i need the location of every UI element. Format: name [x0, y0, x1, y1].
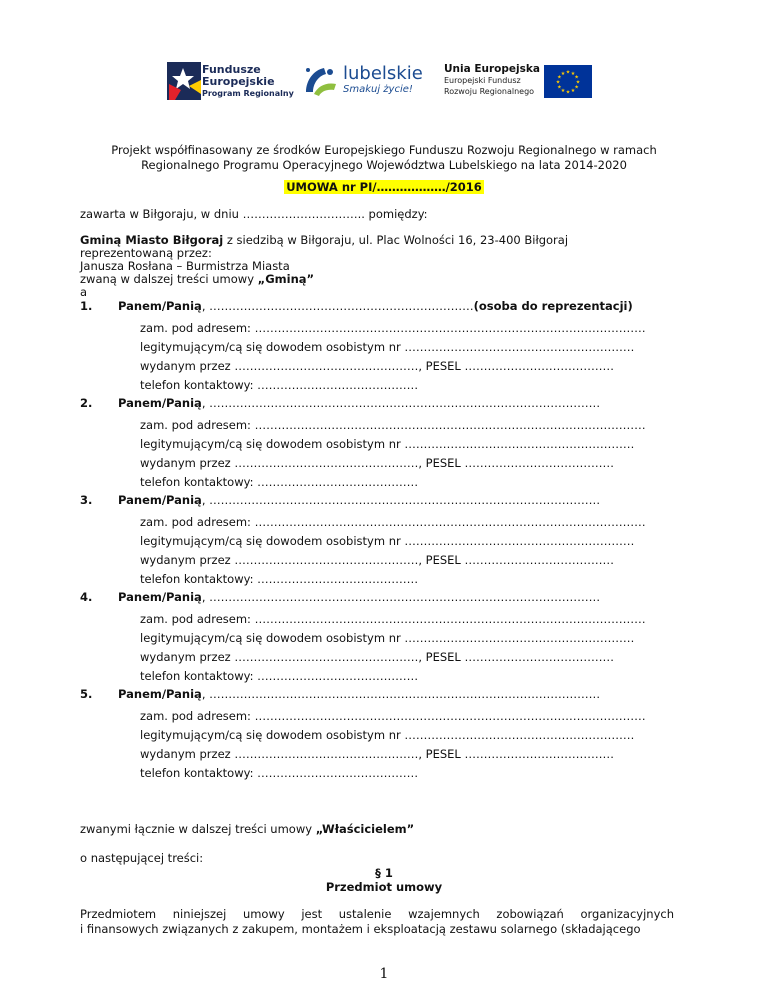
- person-phone-field[interactable]: telefon kontaktowy: ……………………………………: [140, 669, 419, 683]
- cofinancing-line2: Regionalnego Programu Operacyjnego Województwa Lubelskiego na lata 2014-2020: [141, 158, 627, 172]
- person-number: 5.: [80, 687, 93, 701]
- concluded-line: zawarta w Biłgoraju, w dniu ………………………….. pomiędzy:: [80, 207, 428, 221]
- person-heading: [80, 687, 600, 701]
- eu-star-icon: ★: [575, 79, 581, 86]
- body-line2: i finansowych związanych z zakupem, montażem i eksploatacją zestawu solarnego (składającego: [80, 922, 641, 936]
- represented-line: reprezentowaną przez:: [80, 246, 212, 260]
- person-name-field[interactable]: , ……………………………………………………………: [201, 299, 474, 313]
- person-issued-field[interactable]: wydanym przez …………………………………………, PESEL …………………………………: [140, 456, 614, 470]
- person-label: Panem/Panią: [118, 299, 202, 313]
- lubelskie-emblem-icon: [300, 62, 340, 100]
- person-phone-field[interactable]: telefon kontaktowy: ……………………………………: [140, 475, 419, 489]
- content-line: o następującej treści:: [80, 851, 204, 865]
- jointly-prefix: zwanymi łącznie w dalszej treści umowy: [80, 822, 316, 836]
- eu-star-icon: ★: [570, 88, 576, 95]
- fundusze-europejskie-logo: [167, 62, 201, 103]
- person-number: 2.: [80, 396, 93, 410]
- person-address-field[interactable]: zam. pod adresem: …………………………………………………………………………………………: [140, 515, 646, 529]
- person-phone-field[interactable]: telefon kontaktowy: ……………………………………: [140, 572, 419, 586]
- person-issued-field[interactable]: wydanym przez …………………………………………, PESEL …………………………………: [140, 650, 614, 664]
- person-name-field[interactable]: , …………………………………………………………………………………………: [201, 590, 601, 604]
- page-number: 1: [379, 966, 389, 982]
- eu-star-icon: ★: [574, 74, 579, 81]
- lubelskie-logo-text: [343, 63, 423, 95]
- person-issued-field[interactable]: wydanym przez …………………………………………, PESEL …………………………………: [140, 747, 614, 761]
- person-id-field[interactable]: legitymującym/cą się dowodem osobistym nr ……………………………………………………: [140, 728, 635, 742]
- called-name: „Gminą”: [257, 272, 315, 286]
- person-label: Panem/Panią: [118, 493, 202, 507]
- eu-star-icon: ★: [565, 69, 571, 76]
- jointly-name: „Właścicielem”: [315, 822, 415, 836]
- fe-star-icon: [167, 62, 201, 100]
- eu-star-icon: ★: [557, 84, 562, 91]
- cofinancing-line1: Projekt współfinasowany ze środków Europejskiego Funduszu Rozwoju Regionalnego w ramach: [111, 143, 657, 157]
- body-line1: Przedmiotem niniejszej umowy jest ustalenie wzajemnych zobowiązań organizacyjnych: [80, 907, 674, 921]
- eu-star-icon: ★: [560, 70, 566, 77]
- party-address: z siedzibą w Biłgoraju, ul. Plac Wolności 16, 23-400 Biłgoraj: [223, 233, 569, 247]
- party-line: [80, 233, 568, 247]
- contract-title-wrap: [0, 180, 768, 194]
- eu-star-icon: ★: [557, 74, 562, 81]
- person-id-field[interactable]: legitymującym/cą się dowodem osobistym nr ……………………………………………………: [140, 340, 635, 354]
- ue-line1: Unia Europejska: [444, 63, 540, 75]
- jointly-line: [80, 822, 414, 836]
- person-phone-field[interactable]: telefon kontaktowy: ……………………………………: [140, 766, 419, 780]
- fe-line2: Europejskie: [202, 75, 275, 88]
- eu-star-icon: ★: [574, 84, 579, 91]
- party-name: Gminą Miasto Biłgoraj: [80, 233, 224, 247]
- section-title: Przedmiot umowy: [325, 880, 443, 894]
- fe-line1: Fundusze: [202, 63, 261, 76]
- person-issued-field[interactable]: wydanym przez …………………………………………, PESEL …………………………………: [140, 553, 614, 567]
- called-line: [80, 272, 314, 286]
- person-number: 3.: [80, 493, 93, 507]
- and-line: a: [80, 285, 88, 299]
- person-name-field[interactable]: , …………………………………………………………………………………………: [201, 396, 601, 410]
- ue-line2: Europejski Fundusz: [444, 76, 521, 85]
- person-id-field[interactable]: legitymującym/cą się dowodem osobistym nr ……………………………………………………: [140, 534, 635, 548]
- person-heading: [80, 590, 600, 604]
- person-phone-field[interactable]: telefon kontaktowy: ……………………………………: [140, 378, 419, 392]
- person-heading: [80, 299, 633, 313]
- person-label: Panem/Panią: [118, 590, 202, 604]
- lubelskie-slogan: Smakuj życie!: [343, 84, 413, 95]
- person-id-field[interactable]: legitymującym/cą się dowodem osobistym nr ……………………………………………………: [140, 437, 635, 451]
- ue-line3: Rozwoju Regionalnego: [444, 87, 535, 96]
- person-number: 1.: [80, 299, 93, 313]
- fe-line3: Program Regionalny: [202, 89, 294, 98]
- fe-logo-text: [202, 64, 294, 100]
- person-name-field[interactable]: , …………………………………………………………………………………………: [201, 493, 601, 507]
- person-label: Panem/Panią: [118, 687, 202, 701]
- person-name-field[interactable]: , …………………………………………………………………………………………: [201, 687, 601, 701]
- lubelskie-logo: [300, 62, 340, 103]
- called-prefix: zwaną w dalszej treści umowy: [80, 272, 258, 286]
- person-id-field[interactable]: legitymującym/cą się dowodem osobistym nr ……………………………………………………: [140, 631, 635, 645]
- person-note: (osoba do reprezentacji): [473, 299, 633, 313]
- person-number: 4.: [80, 590, 93, 604]
- person-label: Panem/Panią: [118, 396, 202, 410]
- eu-star-icon: ★: [555, 79, 561, 86]
- eu-star-icon: ★: [560, 88, 566, 95]
- person-address-field[interactable]: zam. pod adresem: …………………………………………………………………………………………: [140, 418, 646, 432]
- person-address-field[interactable]: zam. pod adresem: …………………………………………………………………………………………: [140, 709, 646, 723]
- person-address-field[interactable]: zam. pod adresem: …………………………………………………………………………………………: [140, 612, 646, 626]
- eu-star-icon: ★: [570, 70, 576, 77]
- contract-title: UMOWA nr PI/………………/2016: [286, 180, 482, 194]
- lubelskie-name: lubelskie: [343, 63, 423, 84]
- eu-star-icon: ★: [565, 89, 571, 96]
- person-heading: [80, 396, 600, 410]
- person-address-field[interactable]: zam. pod adresem: …………………………………………………………………………………………: [140, 321, 646, 335]
- person-issued-field[interactable]: wydanym przez …………………………………………, PESEL …………………………………: [140, 359, 614, 373]
- section-number: § 1: [375, 866, 393, 880]
- representative-line: Janusza Rosłana – Burmistrza Miasta: [80, 259, 290, 273]
- person-heading: [80, 493, 600, 507]
- ue-logo-text: [444, 64, 540, 97]
- eu-flag-icon: [544, 65, 592, 98]
